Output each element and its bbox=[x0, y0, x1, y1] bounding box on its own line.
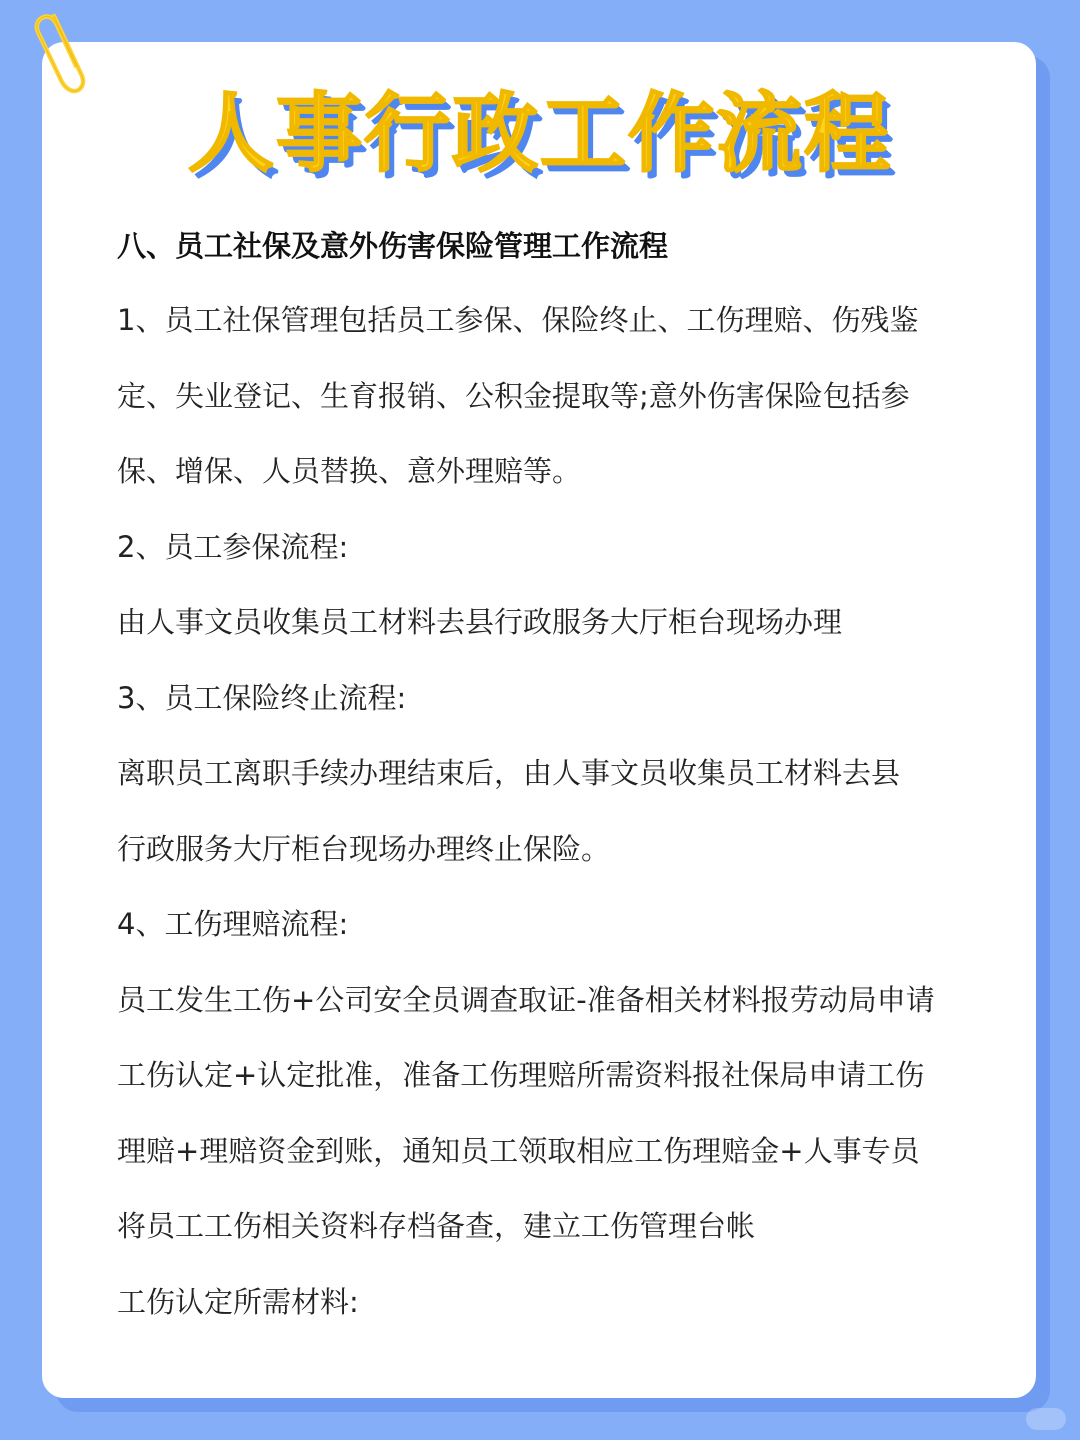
paragraph-line: 4、工伤理赔流程: bbox=[117, 907, 349, 941]
paragraph-line: 2、员工参保流程: bbox=[117, 530, 349, 564]
paragraph-line: 理赔+理赔资金到账，通知员工领取相应工伤理赔金+人事专员 bbox=[117, 1134, 920, 1168]
paragraph-line: 保、增保、人员替换、意外理赔等。 bbox=[117, 454, 582, 488]
paragraph-line: 定、失业登记、生育报销、公积金提取等;意外伤害保险包括参 bbox=[117, 379, 910, 413]
paragraph-line: 离职员工离职手续办理结束后，由人事文员收集员工材料去县 bbox=[117, 756, 901, 790]
paragraph-line: 3、员工保险终止流程: bbox=[117, 681, 407, 715]
paragraph-line: 由人事文员收集员工材料去县行政服务大厅柜台现场办理 bbox=[117, 605, 843, 639]
paperclip-icon bbox=[24, 6, 88, 96]
paragraph-line: 行政服务大厅柜台现场办理终止保险。 bbox=[117, 832, 611, 866]
section-heading: 八、员工社保及意外伤害保险管理工作流程 bbox=[117, 229, 669, 263]
paragraph-line: 将员工工伤相关资料存档备查，建立工伤管理台帐 bbox=[117, 1209, 756, 1243]
paragraph-line: 工伤认定所需材料: bbox=[117, 1285, 359, 1319]
watermark bbox=[1026, 1408, 1066, 1430]
paragraph-line: 员工发生工伤+公司安全员调查取证-准备相关材料报劳动局申请 bbox=[117, 983, 935, 1017]
page-title: 人事行政工作流程 bbox=[188, 84, 892, 184]
paragraph-line: 工伤认定+认定批准，准备工伤理赔所需资料报社保局申请工伤 bbox=[117, 1058, 925, 1092]
paragraph-line: 1、员工社保管理包括员工参保、保险终止、工伤理赔、伤残鉴 bbox=[117, 303, 919, 337]
